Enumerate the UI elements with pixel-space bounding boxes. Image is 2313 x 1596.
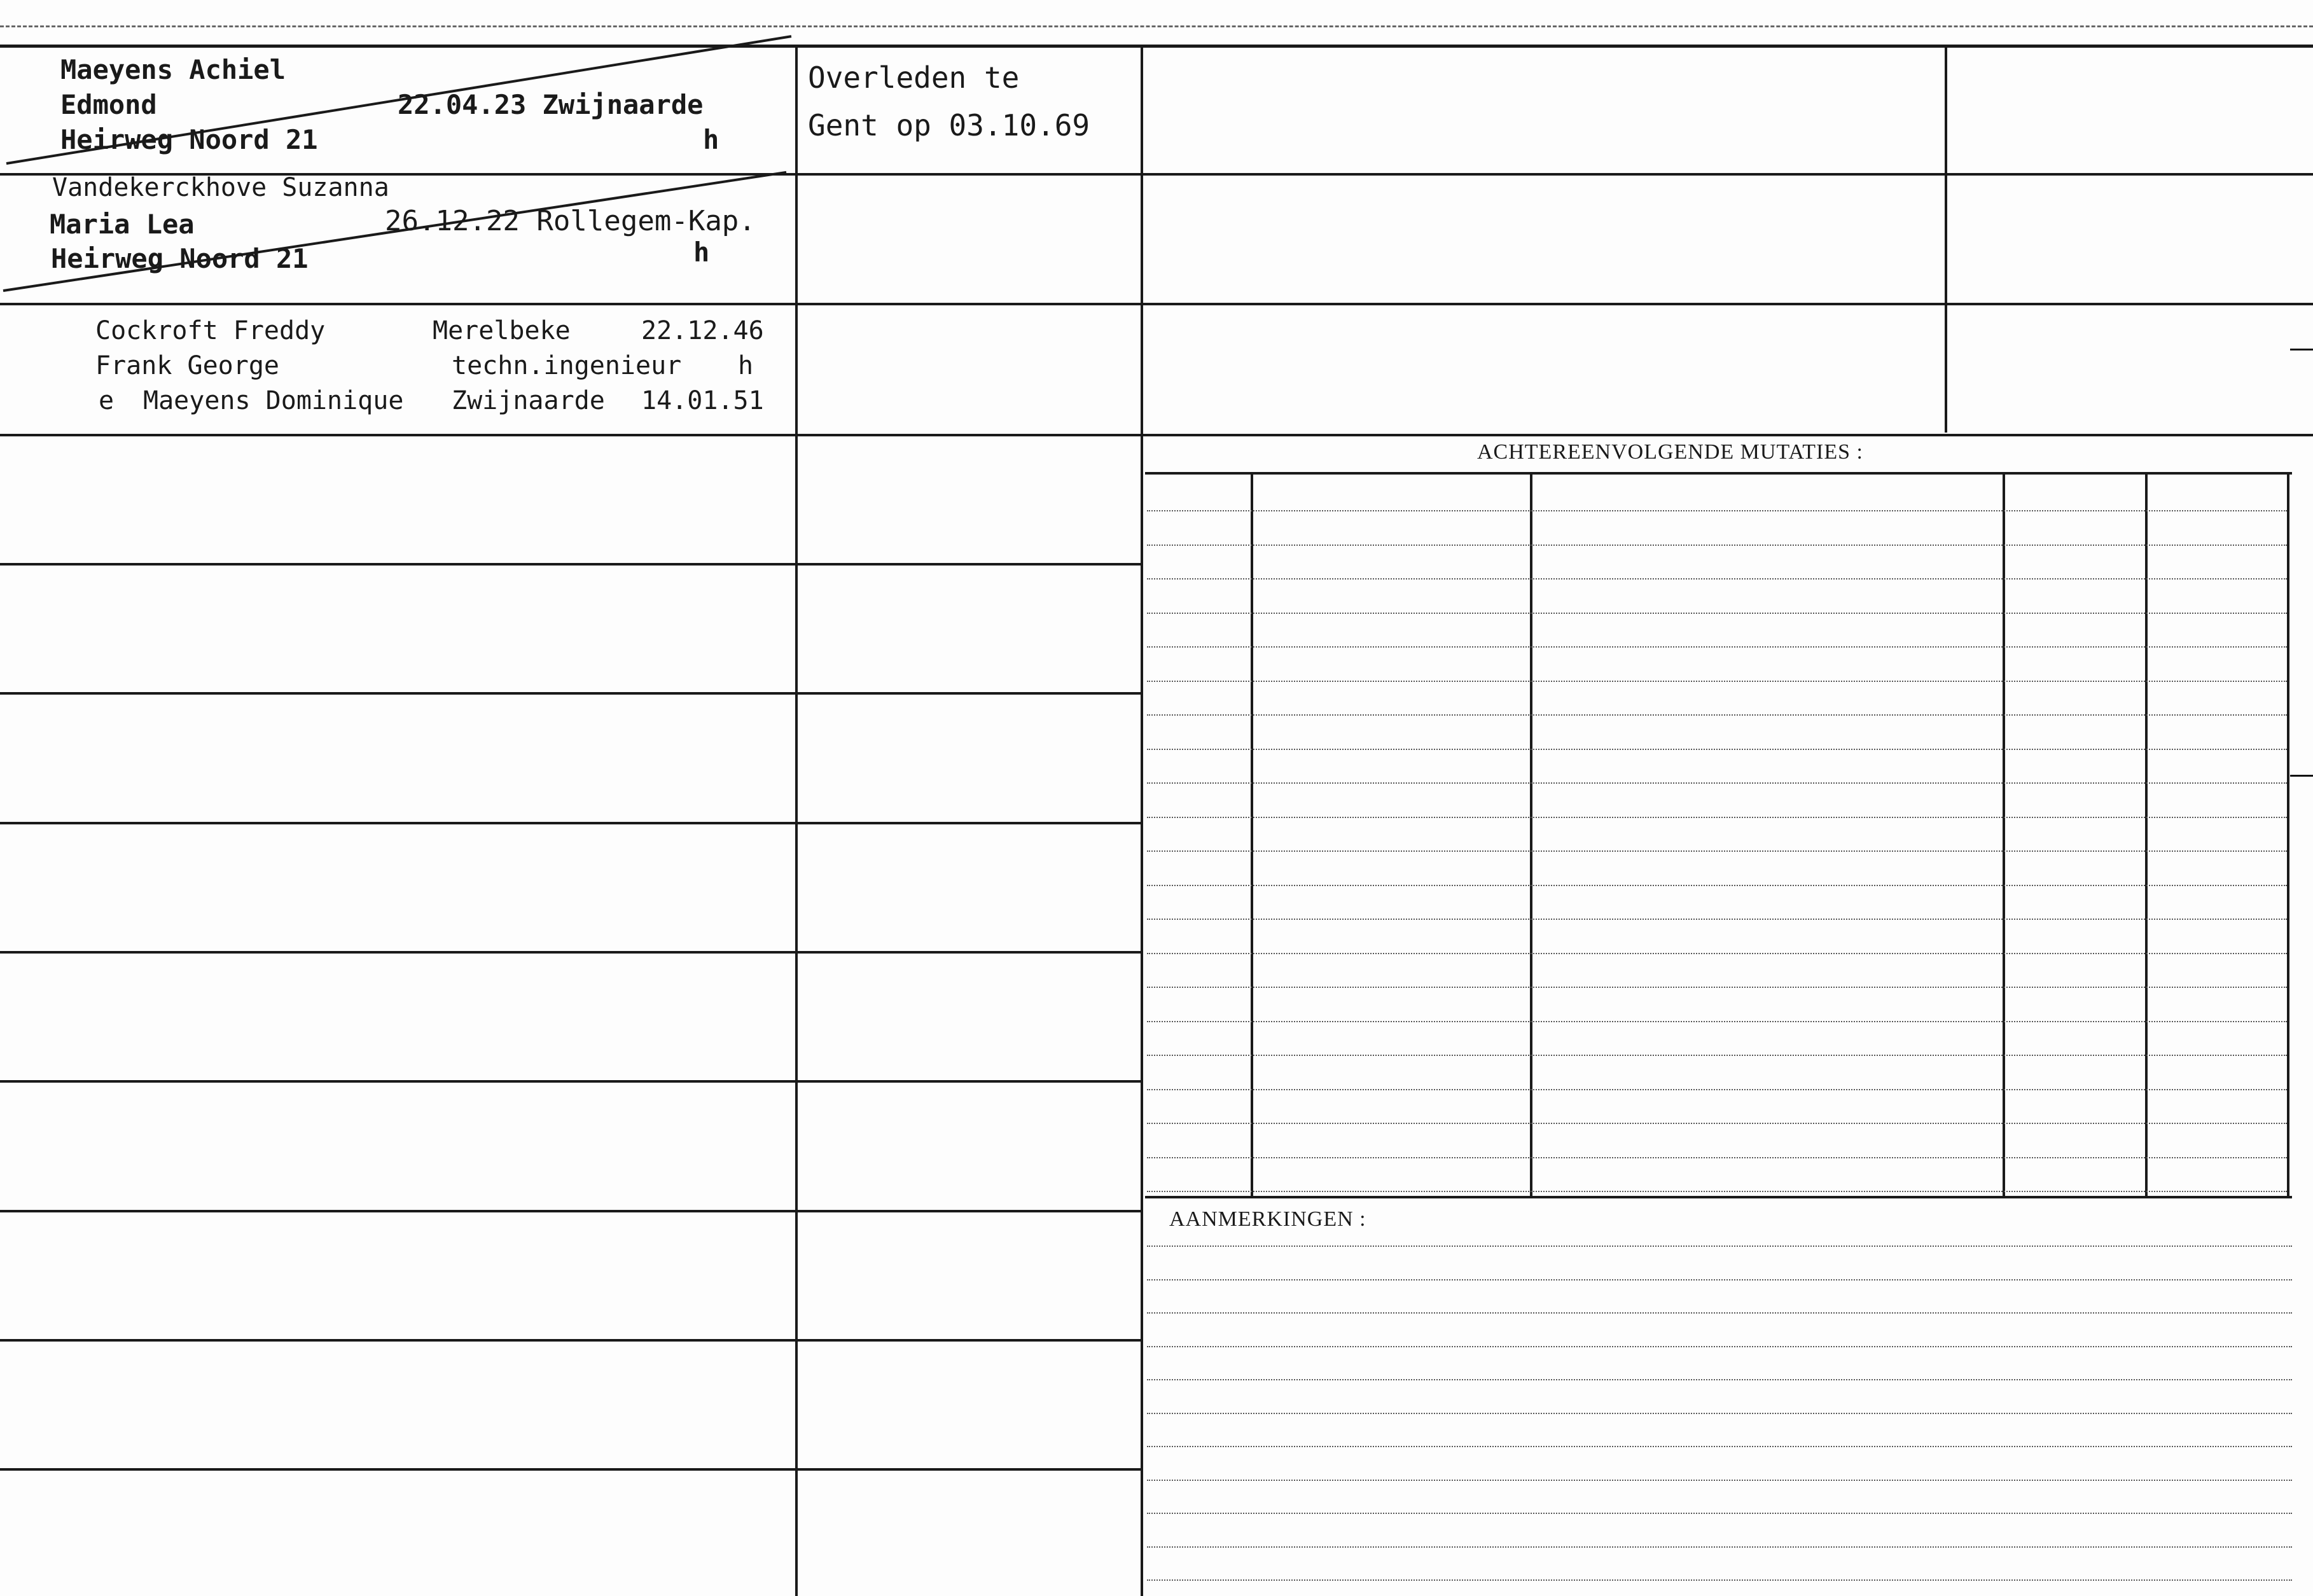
mutations-table-bottom (1145, 1196, 2292, 1198)
edge-mark (2290, 349, 2313, 350)
mutations-ruled-line (1147, 885, 2287, 886)
mutations-ruled-line (1147, 681, 2287, 682)
record-2-address: Heirweg Noord 21 (51, 243, 309, 274)
mutations-col-divider (1251, 474, 1253, 1196)
top-border (0, 45, 2313, 48)
record-2-birth: 26.12.22 Rollegem-Kap. (385, 205, 756, 237)
row-divider (0, 692, 1141, 695)
remarks-ruled-line (1147, 1513, 2292, 1514)
mutations-ruled-line (1147, 1021, 2287, 1022)
column-divider-2 (1141, 48, 1143, 1596)
record-3-spouse-prefix: e (99, 386, 115, 415)
record-1-birth: 22.04.23 Zwijnaarde (398, 89, 704, 120)
mutations-table-top (1145, 472, 2292, 475)
record-1-address: Heirweg Noord 21 (60, 124, 318, 155)
mutations-col-divider (2003, 474, 2005, 1196)
mutations-ruled-line (1147, 510, 2287, 511)
remarks-ruled-line (1147, 1279, 2292, 1280)
record-2-name-line1: Vandekerckhove Suzanna (52, 173, 389, 202)
record-3-occupation: techn.ingenieur (452, 351, 682, 380)
mutations-ruled-line (1147, 545, 2287, 546)
remarks-ruled-line (1147, 1379, 2292, 1380)
mutations-ruled-line (1147, 987, 2287, 988)
remarks-ruled-line (1147, 1346, 2292, 1347)
mutations-ruled-line (1147, 1157, 2287, 1158)
record-1-marker: h (703, 124, 719, 155)
record-3-marriage-place: Zwijnaarde (452, 386, 605, 415)
mutations-ruled-line (1147, 817, 2287, 818)
row-divider (1141, 173, 2313, 176)
row-divider (0, 303, 1141, 305)
mutations-ruled-line (1147, 613, 2287, 614)
mutations-ruled-line (1147, 1055, 2287, 1056)
mutations-col-divider (2287, 474, 2289, 1196)
record-2-marker: h (693, 237, 710, 268)
mutations-col-divider (1530, 474, 1532, 1196)
row-divider (0, 951, 1141, 954)
row-divider (0, 1210, 1141, 1212)
row-divider (0, 1080, 1141, 1083)
edge-mark (2290, 775, 2313, 777)
record-3-name-line2: Frank George (95, 351, 279, 380)
record-1-name-line1: Maeyens Achiel (60, 54, 286, 85)
mutations-ruled-line (1147, 749, 2287, 750)
mutations-ruled-line (1147, 1191, 2287, 1192)
mutations-ruled-line (1147, 646, 2287, 648)
record-3-name-line1: Cockroft Freddy (95, 316, 326, 345)
mutations-ruled-line (1147, 782, 2287, 784)
record-3-marker: h (738, 351, 754, 380)
mutations-heading: ACHTEREENVOLGENDE MUTATIES : (1477, 440, 1863, 464)
record-3-spouse: Maeyens Dominique (143, 386, 404, 415)
mutations-ruled-line (1147, 578, 2287, 579)
row-divider (0, 1468, 1141, 1471)
column-divider-3 (1945, 48, 1947, 433)
record-1-death-line1: Overleden te (808, 60, 1020, 95)
mutations-ruled-line (1147, 919, 2287, 920)
remarks-ruled-line (1147, 1446, 2292, 1447)
row-divider (0, 1339, 1141, 1342)
row-divider (0, 822, 1141, 824)
record-3-birthplace: Merelbeke (433, 316, 571, 345)
row-divider (0, 434, 2313, 436)
mutations-ruled-line (1147, 714, 2287, 716)
mutations-ruled-line (1147, 1089, 2287, 1090)
remarks-ruled-line (1147, 1579, 2292, 1581)
mutations-ruled-line (1147, 1123, 2287, 1124)
remarks-ruled-line (1147, 1246, 2292, 1247)
mutations-col-divider (2145, 474, 2148, 1196)
record-3-birth-date: 22.12.46 (641, 316, 764, 345)
row-divider (1141, 303, 2313, 305)
remarks-ruled-line (1147, 1480, 2292, 1481)
row-divider (0, 563, 1141, 566)
record-1-name-line2: Edmond (60, 89, 157, 120)
remarks-ruled-line (1147, 1312, 2292, 1314)
remarks-ruled-line (1147, 1546, 2292, 1548)
record-2-name-line2: Maria Lea (50, 209, 195, 240)
mutations-ruled-line (1147, 953, 2287, 954)
mutations-ruled-line (1147, 850, 2287, 852)
record-3-marriage-date: 14.01.51 (641, 386, 764, 415)
record-1-death-line2: Gent op 03.10.69 (808, 108, 1090, 142)
top-edge-dots (0, 25, 2313, 27)
remarks-ruled-line (1147, 1413, 2292, 1414)
remarks-heading: AANMERKINGEN : (1169, 1207, 1366, 1231)
